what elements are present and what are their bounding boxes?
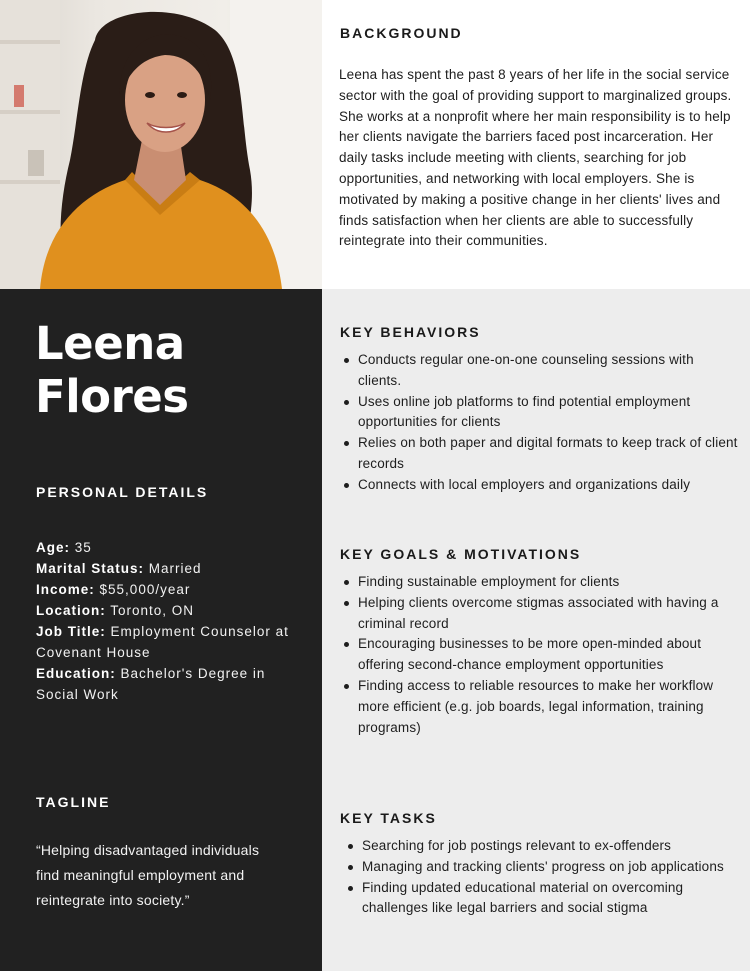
detail-location: Location: Toronto, ON — [36, 603, 195, 618]
left-panel — [0, 289, 322, 971]
list-item: Conducts regular one-on-one counseling sessions with clients. — [340, 350, 740, 392]
key-goals-heading: KEY GOALS & MOTIVATIONS — [340, 546, 582, 562]
detail-marital-status: Marital Status: Married — [36, 561, 202, 576]
list-item: Finding access to reliable resources to make her workflow more efficient (e.g. job boards, legal information, training programs) — [340, 676, 720, 738]
list-item: Finding updated educational material on overcoming challenges like legal barriers and social stigma — [344, 878, 734, 920]
first-name: Leena — [35, 317, 185, 370]
portrait-illustration — [0, 0, 322, 289]
list-item: Uses online job platforms to find potential employment opportunities for clients — [340, 392, 740, 434]
list-item: Searching for job postings relevant to ex-offenders — [344, 836, 734, 857]
key-behaviors-list — [340, 350, 740, 496]
list-item: Relies on both paper and digital formats to keep track of client records — [340, 433, 740, 475]
persona-name — [35, 317, 189, 423]
personal-details-heading: PERSONAL DETAILS — [36, 484, 209, 500]
key-goals-list — [340, 572, 720, 738]
list-item: Encouraging businesses to be more open-minded about offering second-chance employment opportunities — [340, 634, 720, 676]
detail-income: Income: $55,000/year — [36, 582, 191, 597]
background-heading: BACKGROUND — [340, 25, 463, 41]
last-name: Flores — [35, 370, 189, 423]
list-item: Finding sustainable employment for clients — [340, 572, 720, 593]
background-text: Leena has spent the past 8 years of her life in the social service sector with the goal of providing support to marginalized groups. She works at a nonprofit where her main responsibility is to help her clients navigate the barriers faced post incarceration. Her daily tasks include meeting with clients, searching for job opportunities, and networking with local employers. She is motivated by making a positive change in her clients' lives and finds satisfaction when her clients are able to successfully reintegrate into their communities. — [339, 67, 732, 249]
tagline-text: “Helping disadvantaged individuals find meaningful employment and reintegrate into society.” — [36, 842, 260, 908]
key-tasks-list — [344, 836, 734, 919]
list-item: Helping clients overcome stigmas associated with having a criminal record — [340, 593, 720, 635]
detail-age: Age: 35 — [36, 540, 92, 555]
detail-education: Education: Bachelor's Degree in Social Work — [36, 666, 266, 702]
detail-job-title: Job Title: Employment Counselor at Covenant House — [36, 624, 289, 660]
tagline-heading: TAGLINE — [36, 794, 111, 810]
key-behaviors-heading: KEY BEHAVIORS — [340, 324, 481, 340]
persona-photo — [0, 0, 322, 289]
personal-details — [36, 537, 306, 705]
key-tasks-heading: KEY TASKS — [340, 810, 437, 826]
list-item: Connects with local employers and organizations daily — [340, 475, 740, 496]
list-item: Managing and tracking clients' progress on job applications — [344, 857, 734, 878]
